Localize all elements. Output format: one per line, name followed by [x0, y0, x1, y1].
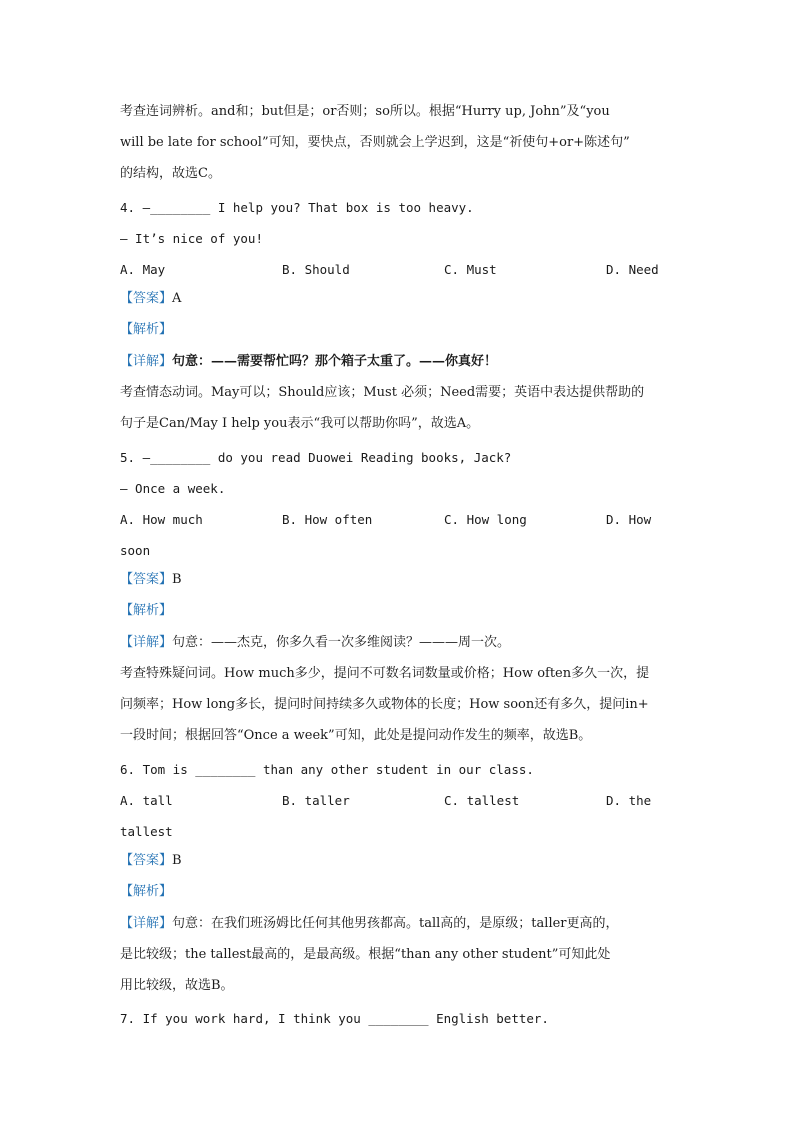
q4-option-d: D. Need [606, 262, 659, 277]
q4-detail-3: 句子是Can/May I help you表示“我可以帮助你吗”，故选A。 [120, 416, 480, 431]
q6-option-c: C. tallest [444, 793, 520, 808]
q5-detail-3: 问频率；How long多长，提问时间持续多久或物体的长度；How soon还有多久，提问in+ [120, 697, 649, 712]
q5-option-wrap: soon [120, 543, 151, 558]
q3-analysis-line-2: will be late for school”可知，要快点，否则就会上学迟到，这是“祈使句+or+陈述句” [120, 135, 630, 150]
q4-detail-2: 考查情态动词。May可以；Should应该；Must 必须；Need需要；英语中表达提供帮助的 [120, 385, 645, 400]
q3-analysis-line-1: 考查连词辨析。and和；but但是；or否则；so所以。根据“Hurry up, John”及“you [120, 104, 610, 119]
detail-tag: 【详解】 [120, 635, 173, 650]
q5-stem: 5. —________ do you read Duowei Reading books, Jack? [120, 450, 512, 465]
detail-text: 句意：——杰克，你多久看一次多维阅读？———周一次。 [172, 635, 511, 650]
answer-value: B [172, 853, 182, 868]
q6-option-d: D. the [606, 793, 652, 808]
detail-tag: 【详解】 [120, 916, 173, 931]
q6-answer [120, 853, 182, 869]
answer-tag: 【答案】 [120, 291, 173, 306]
q4-reply: — It’s nice of you! [120, 231, 263, 246]
q6-option-wrap: tallest [120, 824, 173, 839]
q5-option-c: C. How long [444, 512, 527, 527]
q5-detail-1 [120, 635, 510, 651]
analysis-tag: 【解析】 [120, 603, 173, 618]
detail-tag: 【详解】 [120, 354, 173, 369]
q5-option-b: B. How often [282, 512, 373, 527]
q6-option-a: A. tall [120, 793, 173, 808]
answer-value: A [172, 291, 182, 306]
answer-value: B [172, 572, 182, 587]
q6-detail-1 [120, 916, 619, 932]
detail-text: 句意：——需要帮忙吗？那个箱子太重了。——你真好！ [172, 354, 498, 369]
q5-option-d: D. How [606, 512, 652, 527]
q4-option-a: A. May [120, 262, 166, 277]
q6-detail-2: 是比较级；the tallest最高的，是最高级。根据“than any other student”可知此处 [120, 947, 611, 962]
q3-analysis-line-3: 的结构，故选C。 [120, 166, 221, 181]
q4-stem: 4. —________ I help you? That box is too heavy. [120, 200, 474, 215]
q4-detail-1 [120, 354, 497, 370]
q7-stem: 7. If you work hard, I think you ________ English better. [120, 1011, 549, 1026]
q6-analysis-heading [120, 884, 172, 900]
q4-analysis-heading [120, 322, 172, 338]
q6-detail-3: 用比较级，故选B。 [120, 978, 234, 993]
answer-tag: 【答案】 [120, 572, 173, 587]
analysis-tag: 【解析】 [120, 884, 173, 899]
q5-option-a: A. How much [120, 512, 203, 527]
q4-answer [120, 291, 181, 307]
q5-reply: — Once a week. [120, 481, 226, 496]
answer-tag: 【答案】 [120, 853, 173, 868]
detail-text: 句意：在我们班汤姆比任何其他男孩都高。tall高的，是原级；taller更高的， [172, 916, 619, 931]
q4-option-b: B. Should [282, 262, 350, 277]
q5-detail-4: 一段时间；根据回答“Once a week”可知，此处是提问动作发生的频率，故选B。 [120, 728, 592, 743]
q6-option-b: B. taller [282, 793, 350, 808]
q5-detail-2: 考查特殊疑问词。How much多少，提问不可数名词数量或价格；How often多久一次，提 [120, 666, 650, 681]
q5-analysis-heading [120, 603, 172, 619]
q5-answer [120, 572, 182, 588]
q6-stem: 6. Tom is ________ than any other student in our class. [120, 762, 534, 777]
analysis-tag: 【解析】 [120, 322, 173, 337]
q4-option-c: C. Must [444, 262, 497, 277]
